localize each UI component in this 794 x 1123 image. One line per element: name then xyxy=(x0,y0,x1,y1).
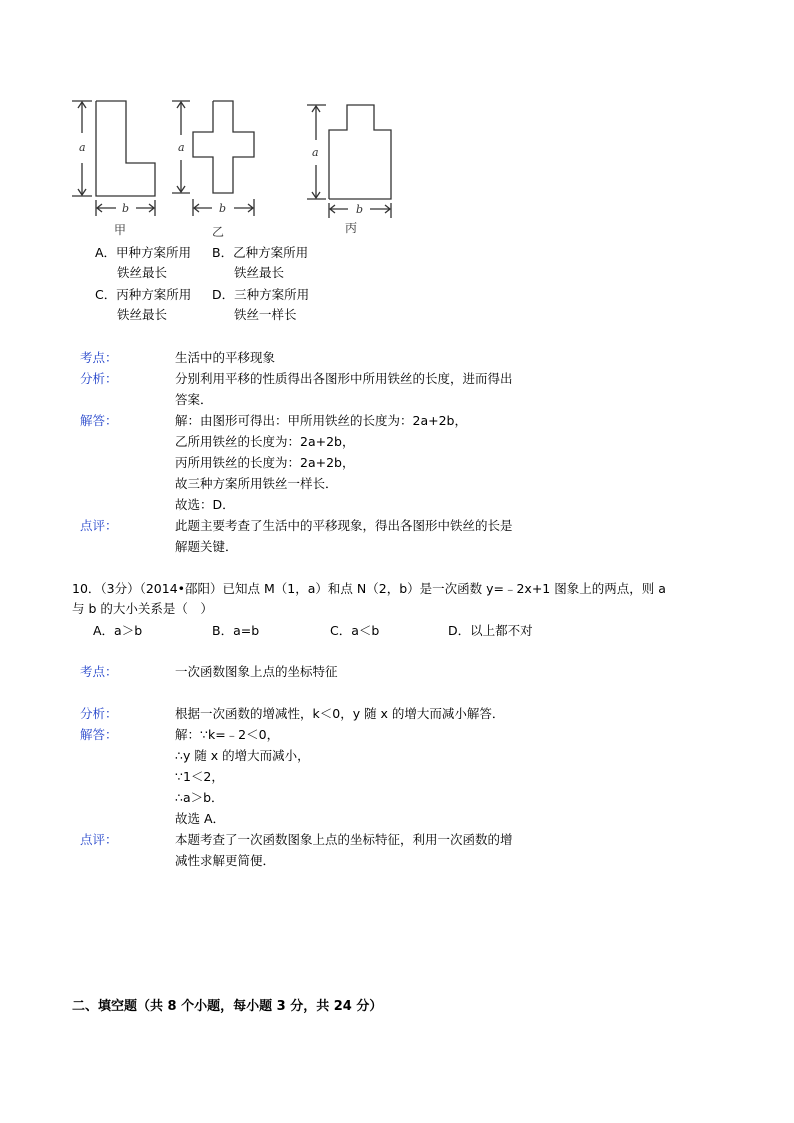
figure-jia xyxy=(72,101,155,216)
label-b: b xyxy=(219,202,227,215)
label-b: b xyxy=(122,202,130,215)
dianping-line: 此题主要考查了生活中的平移现象，得出各图形中铁丝的长是 xyxy=(175,518,513,533)
dianping-line: 本题考查了一次函数图象上点的坐标特征，利用一次函数的增 xyxy=(175,832,513,847)
q9-figures xyxy=(0,0,794,260)
q10-option-b: B．a=b xyxy=(212,623,260,638)
q9-option-b: B．乙种方案所用 xyxy=(212,245,309,260)
label-a: a xyxy=(312,146,319,159)
caption-bing: 丙 xyxy=(345,221,358,235)
jieda-line: 乙所用铁丝的长度为：2a+2b， xyxy=(175,434,355,449)
kaodian-text: 生活中的平移现象 xyxy=(175,350,276,365)
section-title: 二、填空题（共 8 个小题，每小题 3 分，共 24 分） xyxy=(72,999,383,1014)
dianping-line: 解题关键． xyxy=(175,539,238,554)
dianping-line: 减性求解更简便． xyxy=(175,853,276,868)
q9-option-c: C．丙种方案所用 xyxy=(95,287,192,302)
jieda-label: 解答： xyxy=(80,413,118,428)
q9-option-c-cont: 铁丝最长 xyxy=(117,307,168,322)
q9-option-a-cont: 铁丝最长 xyxy=(117,265,168,280)
fenxi-line: 答案． xyxy=(175,392,213,407)
figure-yi xyxy=(172,101,254,216)
jieda-label: 解答： xyxy=(80,727,118,742)
fenxi-text: 根据一次函数的增减性，k＜0，y 随 x 的增大而减小解答． xyxy=(175,706,505,721)
kaodian-label: 考点： xyxy=(80,664,118,679)
jieda-line: 解：由图形可得出：甲所用铁丝的长度为：2a+2b， xyxy=(175,413,467,428)
kaodian-label: 考点： xyxy=(80,350,118,365)
q9-option-a: A．甲种方案所用 xyxy=(95,245,192,260)
q10-stem: 10．（3分）（2014•邵阳）已知点 M（1，a）和点 N（2，b）是一次函数 y=﹣2x+1 图象上的两点，则 a xyxy=(72,581,666,596)
jieda-line: 故选 A． xyxy=(175,811,226,826)
label-b: b xyxy=(356,203,364,216)
label-a: a xyxy=(178,141,185,154)
q9-option-d: D．三种方案所用 xyxy=(212,287,310,302)
jieda-line: 丙所用铁丝的长度为：2a+2b， xyxy=(175,455,355,470)
q10-option-c: C．a＜b xyxy=(330,623,380,638)
fenxi-label: 分析： xyxy=(80,371,118,386)
q9-option-b-cont: 铁丝最长 xyxy=(234,265,285,280)
caption-yi: 乙 xyxy=(212,225,225,239)
caption-jia: 甲 xyxy=(114,223,127,237)
fenxi-line: 分别利用平移的性质得出各图形中所用铁丝的长度，进而得出 xyxy=(175,371,513,386)
kaodian-text: 一次函数图象上点的坐标特征 xyxy=(175,664,338,679)
q10-option-a: A．a＞b xyxy=(93,623,143,638)
fenxi-label: 分析： xyxy=(80,706,118,721)
jieda-line: ∴y 随 x 的增大而减小， xyxy=(175,748,310,763)
jieda-line: ∵1＜2， xyxy=(175,769,224,784)
jieda-line: ∴a＞b． xyxy=(175,790,224,805)
q10-stem-cont: 与 b 的大小关系是（ ） xyxy=(72,601,213,616)
figure-bing xyxy=(307,105,391,218)
dianping-label: 点评： xyxy=(80,832,118,847)
jieda-line: 解：∵k=﹣2＜0， xyxy=(175,727,280,742)
dianping-label: 点评： xyxy=(80,518,118,533)
jieda-line: 故三种方案所用铁丝一样长． xyxy=(175,476,338,491)
q9-option-d-cont: 铁丝一样长 xyxy=(234,307,297,322)
q10-option-d: D．以上都不对 xyxy=(448,623,533,638)
jieda-line: 故选：D． xyxy=(175,497,235,512)
label-a: a xyxy=(79,141,86,154)
